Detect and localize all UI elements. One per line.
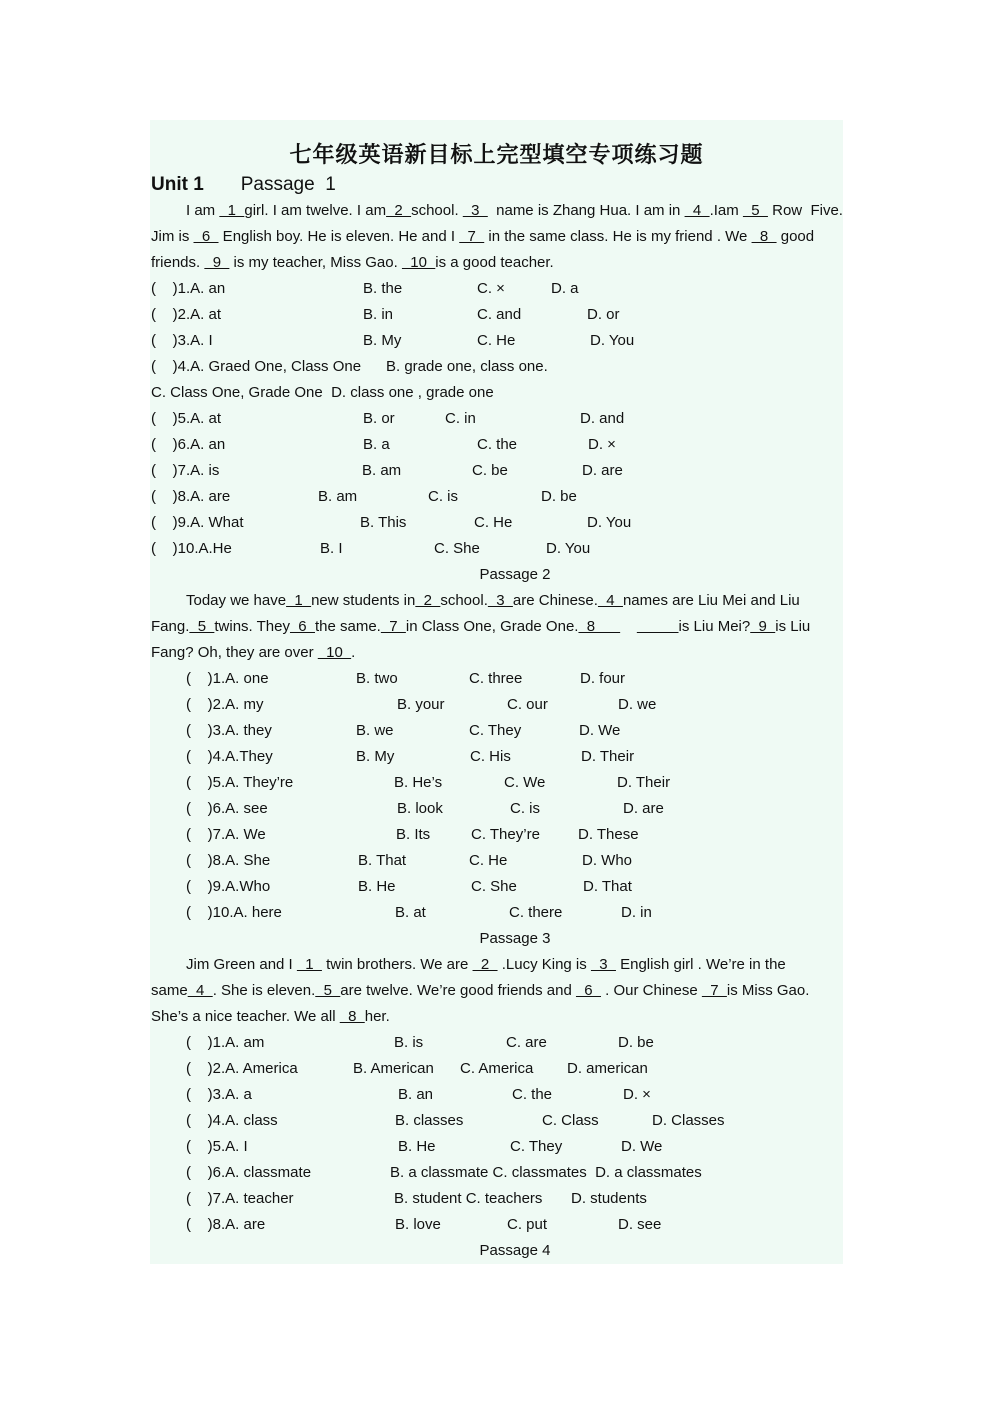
- question-option: D. Classes: [652, 1112, 725, 1129]
- question-stem: ( )1.A. am: [186, 1034, 265, 1051]
- question-stem: C. Class One, Grade One D. class one , grade one: [151, 384, 494, 401]
- question-option: B. a: [363, 436, 390, 453]
- passage-3-heading: Passage 3: [479, 930, 551, 947]
- answer-blank: 1: [296, 956, 322, 973]
- question-stem: ( )6.A. see: [186, 800, 268, 817]
- passage-line: [151, 618, 810, 636]
- question-stem: ( )2.A. at: [151, 306, 222, 323]
- question-option: C. America: [460, 1060, 534, 1077]
- question-option: B. we: [356, 722, 394, 739]
- question-option: B. a classmate C. classmates D. a classmates: [390, 1164, 702, 1181]
- question-stem: ( )6.A. classmate: [186, 1164, 312, 1181]
- passage-1-heading: Passage 1: [240, 174, 336, 195]
- question-stem: ( )2.A. America: [186, 1060, 298, 1077]
- question-stem: ( )9.A.Who: [186, 878, 271, 895]
- passage-text: names are Liu Mei and Liu: [622, 592, 800, 609]
- answer-blank: 6: [193, 228, 219, 245]
- question-option: B. This: [360, 514, 407, 531]
- passage-text: .Lucy King is: [497, 956, 591, 973]
- question-stem: ( )4.A. Graed One, Class One: [151, 358, 362, 375]
- answer-blank: 4: [187, 982, 213, 999]
- question-stem: ( )9.A. What: [151, 514, 244, 531]
- question-option: D. These: [578, 826, 639, 843]
- passage-text: are Chinese.: [512, 592, 598, 609]
- question-stem: ( )5.A. at: [151, 410, 222, 427]
- question-option: B. look: [397, 800, 443, 817]
- passage-text: school.: [440, 592, 488, 609]
- passage-line: [151, 644, 355, 662]
- question-option: B. He: [398, 1138, 436, 1155]
- passage-text: [620, 618, 637, 635]
- answer-blank: 5: [189, 618, 215, 635]
- question-stem: ( )8.A. She: [186, 852, 271, 869]
- passage-text: I am: [186, 202, 220, 219]
- answer-blank: 9: [204, 254, 230, 271]
- question-option: C. in: [445, 410, 476, 427]
- answer-blank: 10: [317, 644, 352, 661]
- question-option: B. your: [397, 696, 445, 713]
- question-option: D. and: [580, 410, 625, 427]
- answer-blank: 6: [289, 618, 315, 635]
- answer-blank: 2: [472, 956, 498, 973]
- question-stem: ( )5.A. They’re: [186, 774, 294, 791]
- question-stem: ( )10.A.He: [151, 540, 232, 557]
- passage-line: [151, 982, 809, 1000]
- answer-blank: 1: [286, 592, 312, 609]
- passage-text: twins. They: [214, 618, 290, 635]
- question-option: D. Their: [617, 774, 671, 791]
- passage-line: [186, 956, 786, 974]
- answer-blank: 2: [386, 202, 412, 219]
- question-option: B. love: [395, 1216, 441, 1233]
- passage-text: new students in: [311, 592, 416, 609]
- passage-text: twin brothers. We are: [321, 956, 473, 973]
- question-stem: ( )7.A. We: [186, 826, 266, 843]
- question-stem: ( )3.A. a: [186, 1086, 252, 1103]
- passage-text: same: [151, 982, 188, 999]
- passage-text: Jim is: [151, 228, 194, 245]
- answer-blank: 3: [590, 956, 616, 973]
- answer-blank: [637, 618, 679, 635]
- question-option: C. put: [507, 1216, 548, 1233]
- answer-blank: 9: [750, 618, 776, 635]
- question-option: C. and: [477, 306, 522, 323]
- passage-text: She’s a nice teacher. We all: [151, 1008, 340, 1025]
- question-stem: ( )1.A. an: [151, 280, 226, 297]
- question-option: B. an: [398, 1086, 434, 1103]
- question-option: D. a: [551, 280, 579, 297]
- question-option: B. grade one, class one.: [386, 358, 548, 375]
- answer-blank: 5: [742, 202, 768, 219]
- passage-line: [186, 592, 800, 610]
- answer-blank: 8: [751, 228, 777, 245]
- question-option: D. You: [590, 332, 635, 349]
- question-option: D. That: [583, 878, 632, 895]
- passage-text: friends.: [151, 254, 205, 271]
- passage-text: Row Five.: [767, 202, 843, 219]
- passage-text: the same.: [314, 618, 381, 635]
- passage-text: .Iam: [709, 202, 743, 219]
- question-option: D. be: [618, 1034, 654, 1051]
- answer-blank: 10: [401, 254, 436, 271]
- question-option: C. They’re: [471, 826, 540, 843]
- question-option: D. students: [571, 1190, 647, 1207]
- passage-text: is Miss Gao.: [726, 982, 810, 999]
- question-option: C. They: [469, 722, 522, 739]
- question-option: D. american: [567, 1060, 648, 1077]
- passage-text: is Liu: [775, 618, 811, 635]
- question-option: B. is: [394, 1034, 424, 1051]
- question-option: B. American: [353, 1060, 434, 1077]
- question-option: B. two: [356, 670, 398, 687]
- answer-blank: 7: [459, 228, 485, 245]
- passage-text: Jim Green and I: [186, 956, 297, 973]
- question-option: B. My: [356, 748, 395, 765]
- question-stem: ( )3.A. they: [186, 722, 272, 739]
- question-option: B. Its: [396, 826, 431, 843]
- passage-line: [151, 1008, 390, 1026]
- question-option: B. the: [363, 280, 403, 297]
- passage-text: in Class One, Grade One.: [405, 618, 579, 635]
- question-option: D. We: [621, 1138, 663, 1155]
- question-option: D. Their: [581, 748, 635, 765]
- answer-blank: 5: [315, 982, 341, 999]
- question-option: D. four: [580, 670, 626, 687]
- passage-4-heading: Passage 4: [479, 1242, 551, 1259]
- passage-text: is a good teacher.: [435, 254, 554, 271]
- question-option: B. classes: [395, 1112, 464, 1129]
- question-stem: ( )1.A. one: [186, 670, 269, 687]
- question-option: C. ×: [477, 280, 505, 297]
- passage-text: in the same class. He is my friend . We: [484, 228, 752, 245]
- question-option: D. or: [587, 306, 620, 323]
- question-stem: ( )4.A.They: [186, 748, 273, 765]
- question-stem: ( )8.A. are: [151, 488, 231, 505]
- passage-line: [186, 202, 843, 220]
- answer-blank: 2: [415, 592, 441, 609]
- answer-blank: 4: [597, 592, 623, 609]
- passage-text: Fang? Oh, they are over: [151, 644, 318, 661]
- question-option: D. be: [541, 488, 577, 505]
- passage-text: school.: [411, 202, 463, 219]
- question-option: D. ×: [588, 436, 616, 453]
- question-option: C. We: [504, 774, 546, 791]
- question-option: D. in: [621, 904, 652, 921]
- question-stem: ( )7.A. teacher: [186, 1190, 294, 1207]
- question-option: B. I: [320, 540, 343, 557]
- answer-blank: 7: [701, 982, 727, 999]
- passage-line: [151, 228, 814, 246]
- question-option: D. are: [623, 800, 664, 817]
- question-option: D. are: [582, 462, 623, 479]
- answer-blank: 4: [684, 202, 710, 219]
- question-option: D. You: [546, 540, 591, 557]
- unit-heading: [151, 174, 336, 196]
- passage-text: English girl . We’re in the: [615, 956, 786, 973]
- answer-blank: 3: [487, 592, 513, 609]
- question-stem: ( )7.A. is: [151, 462, 220, 479]
- question-option: B. He: [358, 878, 396, 895]
- question-option: D. we: [618, 696, 657, 713]
- passage-text: .: [351, 644, 356, 661]
- passage-text: Today we have: [186, 592, 287, 609]
- passage-text: girl. I am twelve. I am: [244, 202, 387, 219]
- question-option: C. the: [512, 1086, 553, 1103]
- passage-line: [151, 254, 554, 272]
- passage-text: Fang.: [151, 618, 190, 635]
- unit-label: Unit 1: [151, 174, 204, 195]
- answer-blank: 8: [578, 618, 621, 635]
- question-option: C. His: [470, 748, 511, 765]
- question-option: C. He: [474, 514, 513, 531]
- passage-2-heading: Passage 2: [479, 566, 551, 583]
- question-stem: ( )6.A. an: [151, 436, 226, 453]
- question-option: B. or: [363, 410, 395, 427]
- passage-text: . She is eleven.: [212, 982, 316, 999]
- question-stem: ( )8.A. are: [186, 1216, 266, 1233]
- question-option: B. in: [363, 306, 394, 323]
- question-option: B. He’s: [394, 774, 443, 791]
- answer-blank: 7: [380, 618, 406, 635]
- question-option: B. at: [395, 904, 426, 921]
- question-option: C. She: [471, 878, 517, 895]
- answer-blank: 8: [339, 1008, 365, 1025]
- passage-text: . Our Chinese: [600, 982, 702, 999]
- question-stem: ( )4.A. class: [186, 1112, 278, 1129]
- question-option: C. is: [510, 800, 540, 817]
- question-stem: ( )5.A. I: [186, 1138, 248, 1155]
- passage-text: is Liu Mei?: [678, 618, 751, 635]
- question-option: D. see: [618, 1216, 662, 1233]
- answer-blank: 6: [575, 982, 601, 999]
- passage-text: her.: [364, 1008, 390, 1025]
- question-option: C. Class: [542, 1112, 599, 1129]
- question-option: C. He: [477, 332, 516, 349]
- question-option: C. be: [472, 462, 508, 479]
- question-option: C. there: [509, 904, 563, 921]
- question-option: C. are: [506, 1034, 547, 1051]
- answer-blank: 3: [462, 202, 488, 219]
- question-stem: ( )3.A. I: [151, 332, 213, 349]
- question-option: D. You: [587, 514, 632, 531]
- page-title: 七年级英语新目标上完型填空专项练习题: [289, 142, 704, 168]
- question-option: B. student C. teachers: [394, 1190, 543, 1207]
- passage-text: are twelve. We’re good friends and: [340, 982, 576, 999]
- question-option: D. We: [579, 722, 621, 739]
- question-option: C. our: [507, 696, 548, 713]
- question-option: B. That: [358, 852, 407, 869]
- question-option: C. three: [469, 670, 523, 687]
- question-stem: ( )2.A. my: [186, 696, 264, 713]
- question-option: C. is: [428, 488, 458, 505]
- question-option: C. He: [469, 852, 508, 869]
- question-option: C. the: [477, 436, 518, 453]
- question-option: B. My: [363, 332, 402, 349]
- question-option: D. ×: [623, 1086, 651, 1103]
- answer-blank: 1: [219, 202, 245, 219]
- passage-text: name is Zhang Hua. I am in: [487, 202, 685, 219]
- passage-text: English boy. He is eleven. He and I: [218, 228, 460, 245]
- question-option: C. They: [510, 1138, 563, 1155]
- question-stem: ( )10.A. here: [186, 904, 282, 921]
- passage-text: is my teacher, Miss Gao.: [229, 254, 402, 271]
- question-option: C. She: [434, 540, 480, 557]
- passage-text: good: [776, 228, 815, 245]
- question-option: D. Who: [582, 852, 633, 869]
- question-option: B. am: [318, 488, 358, 505]
- question-option: B. am: [362, 462, 402, 479]
